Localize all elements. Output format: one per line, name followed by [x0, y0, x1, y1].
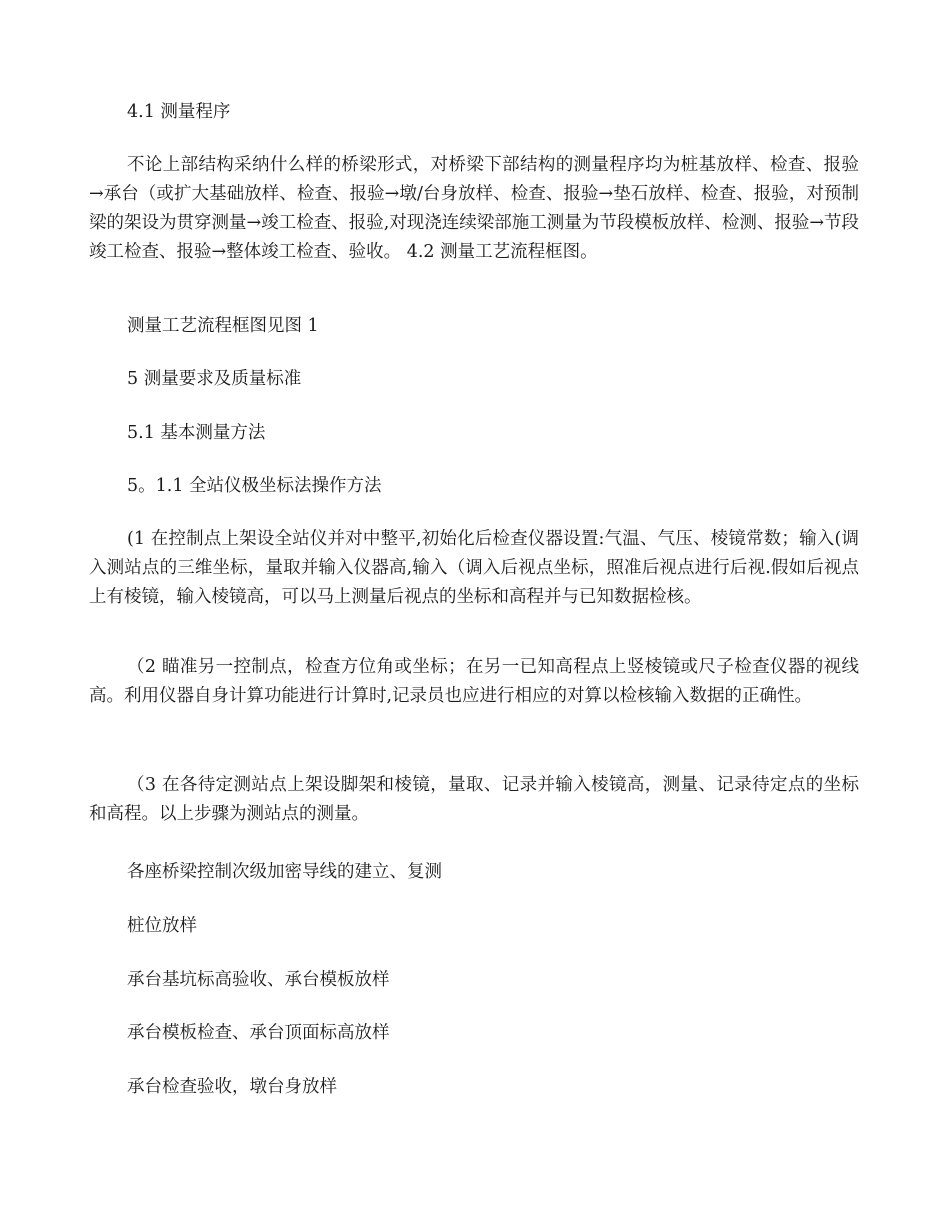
paragraph-step-2: （2 瞄准另一控制点，检查方位角或坐标；在另一已知高程点上竖棱镜或尺子检查仪器的视线高。利用仪器自身计算功能进行计算时,记录员也应进行相应的对算以检核输入数据的正确性。: [89, 657, 859, 706]
flow-item-cap-acceptance: 承台检查验收，墩台身放样: [127, 1077, 337, 1097]
paragraph-step-3: （3 在各待定测站点上架设脚架和棱镜，量取、记录并输入棱镜高，测量、记录待定点的坐标和高程。以上步骤为测站点的测量。: [89, 775, 859, 824]
flow-item-cap-formwork-check: 承台模板检查、承台顶面标高放样: [127, 1023, 390, 1043]
section-heading-4-1: 4.1 测量程序: [127, 102, 231, 122]
flow-item-control-traverse: 各座桥梁控制次级加密导线的建立、复测: [127, 862, 442, 882]
flow-item-pile-layout: 桩位放样: [127, 916, 197, 936]
section-heading-5-1: 5.1 基本测量方法: [127, 423, 266, 443]
paragraph-step-1: (1 在控制点上架设全站仪并对中整平,初始化后检查仪器设置:气温、气压、棱镜常数；输入(调入测站点的三维坐标，量取并输入仪器高,输入（调入后视点坐标，照准后视点进行后视.假如后视点上有棱镜，输入棱镜高，可以马上测量后视点的坐标和高程并与已知数据检核。: [89, 529, 859, 607]
section-heading-5-1-1: 5。1.1 全站仪极坐标法操作方法: [127, 476, 382, 496]
paragraph-flowchart-reference: 测量工艺流程框图见图 1: [127, 316, 319, 336]
section-heading-5: 5 测量要求及质量标准: [127, 369, 302, 389]
flow-item-cap-pit-acceptance: 承台基坑标高验收、承台模板放样: [127, 970, 390, 990]
paragraph-measurement-procedure: 不论上部结构采纳什么样的桥梁形式，对桥梁下部结构的测量程序均为桩基放样、检查、报验→承台（或扩大基础放样、检查、报验→墩/台身放样、检查、报验→垫石放样、检查、报验，对预制梁的架设为贯穿测量→竣工检查、报验,对现浇连续梁部施工测量为节段模板放样、检测、报验→节段竣工检查、报验→整体竣工检查、验收。 4.2 测量工艺流程框图。: [89, 155, 859, 262]
